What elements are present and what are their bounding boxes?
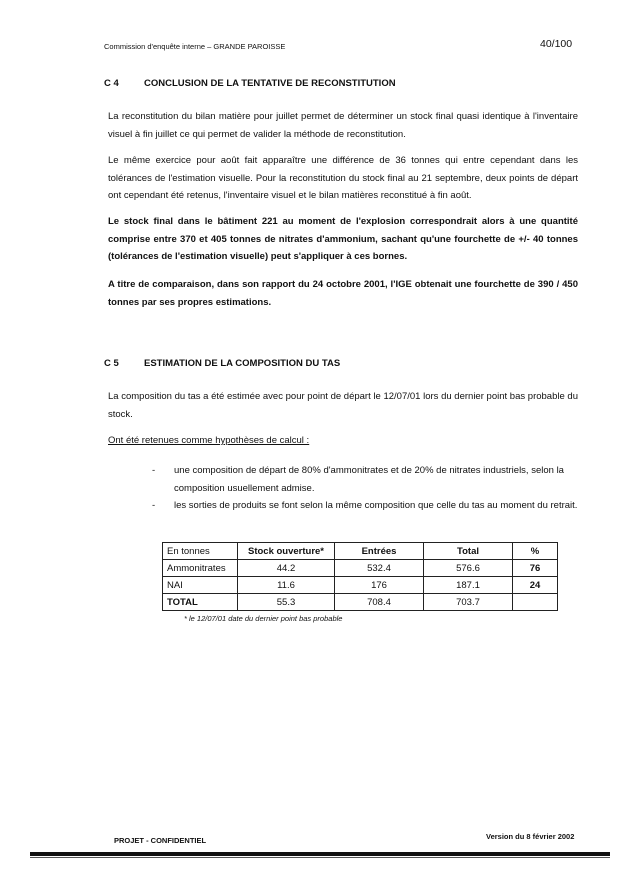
table-footnote: * le 12/07/01 date du dernier point bas probable xyxy=(184,614,343,623)
c4-paragraph-3: Le stock final dans le bâtiment 221 au moment de l'explosion correspondrait alors à une quantité comprise entre 370 et 405 tonnes de nitrates d'ammonium, sachant qu'une fourchette de +/- 40 tonnes (tolérances de l'estimation visuelle) peut s'appliquer à ces bornes. xyxy=(108,216,578,262)
table-cell: 187.1 xyxy=(424,577,513,594)
hypothesis-item: - les sorties de produits se font selon la même composition que celle du tas au moment du retrait. xyxy=(152,497,578,515)
table-cell: 55.3 xyxy=(238,594,335,611)
table-cell: 44.2 xyxy=(238,560,335,577)
footer-rule xyxy=(30,852,610,856)
table-row xyxy=(163,560,558,577)
table-cell: 708.4 xyxy=(335,594,424,611)
header-organization: Commission d'enquête interne – GRANDE PAROISSE xyxy=(104,42,286,51)
page-number: 40/100 xyxy=(540,38,573,50)
c4-paragraph-2: Le même exercice pour août fait apparaître une différence de 36 tonnes qui entre cependant dans les tolérances de l'estimation visuelle. Pour la reconstitution du stock final au 21 septembre, deux points de départ ont cependant été retenus, l'inventaire visuel et le bilan matières reconstitué à fin août. xyxy=(108,155,578,201)
table-header-cell: Entrées xyxy=(335,543,424,560)
c4-paragraph-1: La reconstitution du bilan matière pour juillet permet de déterminer un stock final quasi identique à l'inventaire visuel à fin juillet ce qui permet de valider la méthode de reconstitution. xyxy=(108,111,578,140)
section-c5-number: C 5 xyxy=(104,358,119,369)
composition-table xyxy=(162,542,558,611)
table-header-cell: Total xyxy=(424,543,513,560)
footer-confidential: PROJET - CONFIDENTIEL xyxy=(114,836,207,845)
section-c5-title: ESTIMATION DE LA COMPOSITION DU TAS xyxy=(144,358,341,369)
table-cell: 176 xyxy=(335,577,424,594)
table-cell: 76 xyxy=(513,560,558,577)
table-row xyxy=(163,577,558,594)
hypotheses-list xyxy=(152,462,578,515)
table-header-cell: En tonnes xyxy=(163,543,238,560)
section-c4-title: CONCLUSION DE LA TENTATIVE DE RECONSTITUTION xyxy=(144,78,396,89)
hypotheses-title: Ont été retenues comme hypothèses de calcul : xyxy=(108,435,310,446)
table-cell: 532.4 xyxy=(335,560,424,577)
table-header-cell: Stock ouverture* xyxy=(238,543,335,560)
footer-version: Version du 8 février 2002 xyxy=(486,832,575,841)
table-header-cell: % xyxy=(513,543,558,560)
section-c4-number: C 4 xyxy=(104,78,119,89)
table-header-row xyxy=(163,543,558,560)
table-cell: NAI xyxy=(163,577,238,594)
c5-paragraph-1: La composition du tas a été estimée avec pour point de départ le 12/07/01 lors du dernier point bas probable du stock. xyxy=(108,391,578,420)
table-cell xyxy=(513,594,558,611)
table-cell: 576.6 xyxy=(424,560,513,577)
table-cell: 24 xyxy=(513,577,558,594)
table-cell: 11.6 xyxy=(238,577,335,594)
footer-rule-shadow xyxy=(30,857,610,858)
hypothesis-item: - une composition de départ de 80% d'ammonitrates et de 20% de nitrates industriels, selon la composition usuellement admise. xyxy=(152,462,578,497)
table-cell: TOTAL xyxy=(163,594,238,611)
section-c4-heading xyxy=(104,78,396,89)
table-row xyxy=(163,594,558,611)
c4-paragraph-4: A titre de comparaison, dans son rapport du 24 octobre 2001, l'IGE obtenait une fourchette de 390 / 450 tonnes par ses propres estimations. xyxy=(108,279,578,308)
section-c5-heading xyxy=(104,358,340,369)
table-cell: 703.7 xyxy=(424,594,513,611)
table-cell: Ammonitrates xyxy=(163,560,238,577)
